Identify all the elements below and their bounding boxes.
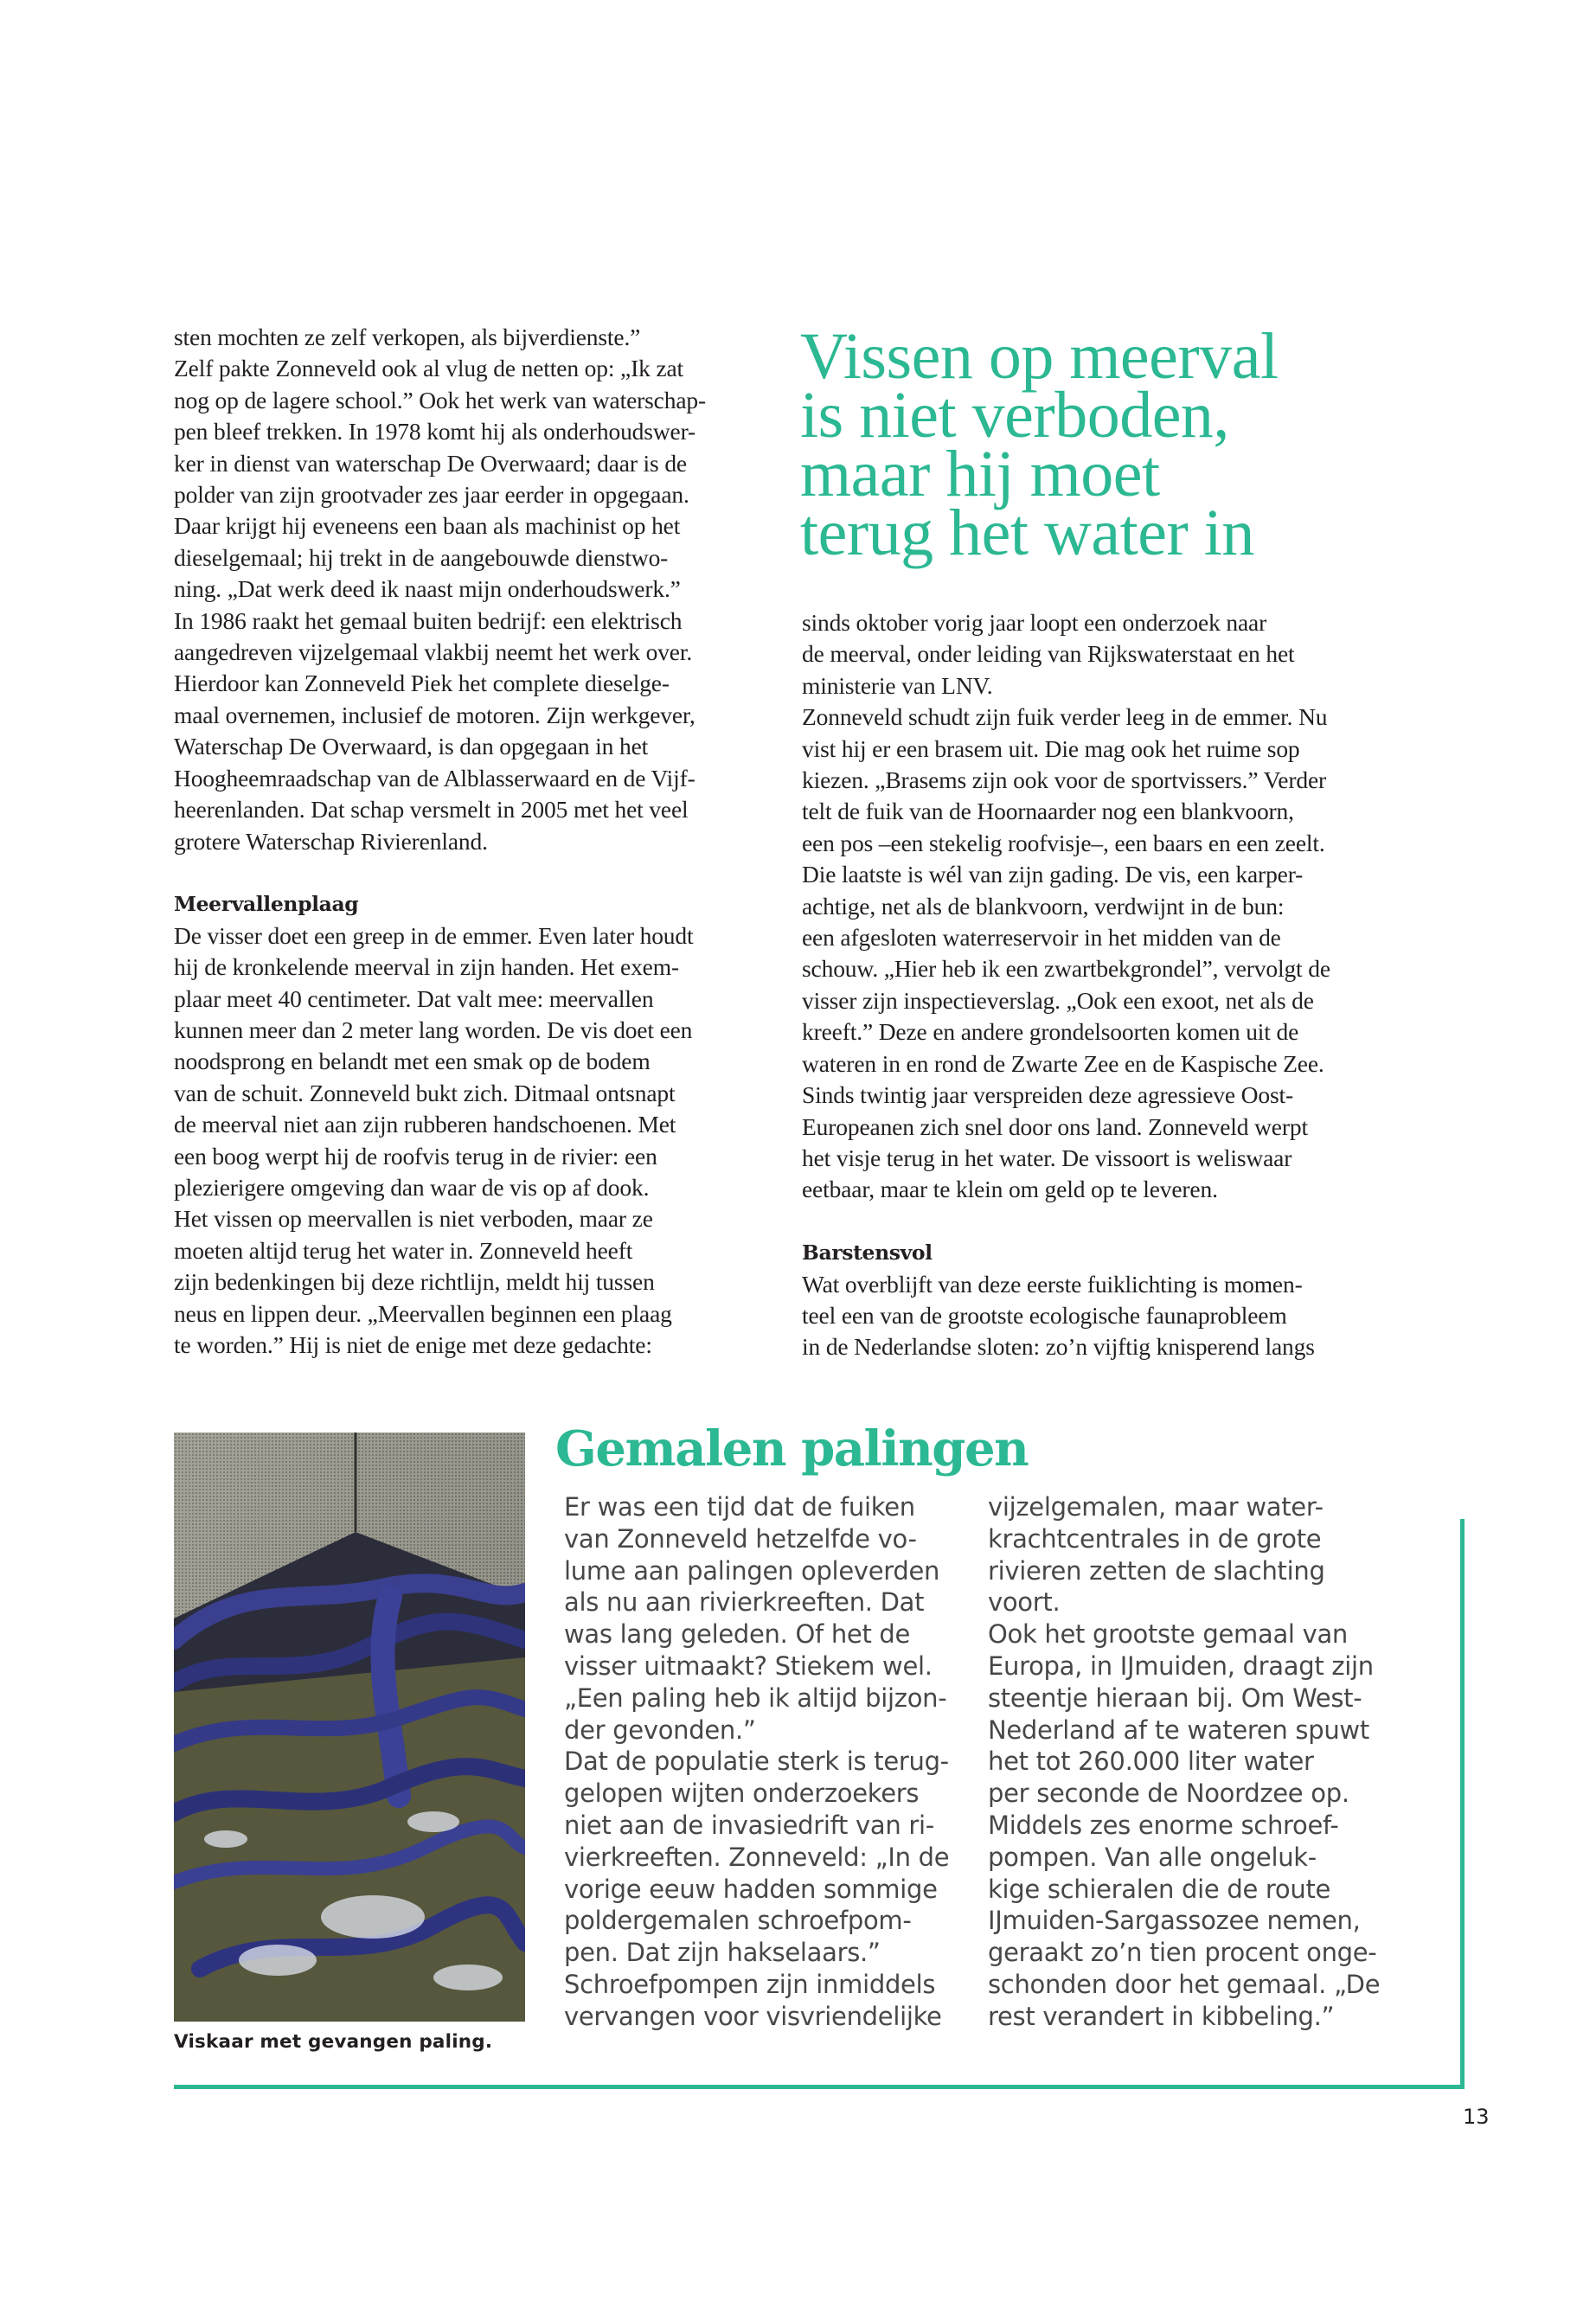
photo-caption: Viskaar met gevangen paling. [174,2031,493,2053]
sidebar-box-border-right [1460,1519,1465,2089]
subheading-barstensvol: Barstensvol [802,1240,933,1266]
spacer [802,1206,1390,1237]
article-column-left [174,322,727,1361]
paragraph: sten mochten ze zelf verkopen, als bijverdienste.” Zelf pakte Zonneveld ook al vlug de netten op: „Ik zat nog op de lagere school.” Ook het werk van waterschap- pen bleef trekken. In 1978 komt hij als onderhoudswer- ker in dienst van waterschap De Overwaard; daar is de polder van zijn grootvader zes jaar eerder in opgegaan. Daar krijgt hij eveneens een baan als machinist op het dieselgemaal; hij trekt in de aangebouwde dienstwo- ning. „Dat werk deed ik naast mijn onderhoudswerk.” In 1986 raakt het gemaal buiten bedrijf: een elektrisch aangedreven vijzelgemaal vlakbij neemt het werk over. Hierdoor kan Zonneveld Piek het complete dieselge- maal overnemen, inclusief de motoren. Zijn werkgever, Waterschap De Overwaard, is dan opgegaan in het Hoogheemraadschap van de Alblasserwaard en de Vijf- heerenlanden. Dat schap versmelt in 2005 met het veel grotere Waterschap Rivierenland. [174,324,707,855]
spacer [174,857,727,888]
paragraph: sinds oktober vorig jaar loopt een onderzoek naar de meerval, onder leiding van Rijkswaterstaat en het ministerie van LNV. Zonneveld schudt zijn fuik verder leeg in de emmer. Nu vist hij er een brasem uit. Die mag ook het ruime sop kiezen. „Brasems zijn ook voor de sportvissers.” Verder telt de fuik van de Hoornaarder nog een blankvoorn, een pos –een stekelig roofvisje–, een baars en een zeelt. Die laatste is wél van zijn gading. De vis, een karper- achtige, net als de blankvoorn, verdwijnt in de bun: een afgesloten waterreservoir in het midden van de schouw. „Hier heb ik een zwartbekgrondel”, vervolgt de visser zijn inspectieverslag. „Ook een exoot, net als de kreeft.” Deze en andere grondelsoorten komen uit de wateren in en rond de Zwarte Zee en de Kaspische Zee. Sinds twintig jaar verspreiden deze agressieve Oost- Europeanen zich snel door ons land. Zonneveld werpt het visje terug in het water. De vissoort is weliswaar eetbaar, maar te klein om geld op te leveren. [802,609,1330,1203]
pull-quote: Vissen op meerval is niet verboden, maar hij moet terug het water in [800,320,1279,569]
paragraph: De visser doet een greep in de emmer. Even later houdt hij de kronkelende meerval in zijn handen. Het exem- plaar meet 40 centimeter. Dat valt mee: meervallen kunnen meer dan 2 meter lang worden. De vis doet een noodsprong en belandt met een smak op de bodem van de schuit. Zonneveld bukt zich. Ditmaal ontsnapt de meerval niet aan zijn rubberen handschoenen. Met een boog werpt hij de roofvis terug in de rivier: een plezierigere omgeving dan waar de vis op af dook. Het vissen op meervallen is niet verboden, maar ze moeten altijd terug het water in. Zonneveld heeft zijn bedenkingen bij deze richtlijn, meldt hij tussen neus en lippen deur. „Meervallen beginnen een plaag te worden.” Hij is niet de enige met deze gedachte: [174,921,694,1358]
page-number: 13 [1463,2105,1490,2129]
sidebar-box-border-bottom [174,2085,1465,2089]
sidebar-box-column-1: Er was een tijd dat de fuiken van Zonneveld hetzelfde vo- lume aan palingen opleverden als nu aan rivierkreeften. Dat was lang geleden. Of het de visser uitmaakt? Stiekem wel. „Een paling heb ik altijd bijzon- der gevonden.” Dat de populatie sterk is terug- gelopen wijten onderzoekers niet aan de invasiedrift van ri- vierkreeften. Zonneveld: „In de vorige eeuw hadden sommige poldergemalen schroefpom- pen. Dat zijn hakselaars.” Schroefpompen zijn inmiddels vervangen voor visvriendelijke [564,1492,950,2031]
article-column-right [802,607,1390,1363]
eel-photo [174,1433,525,2022]
subheading-meervallenplaag: Meervallenplaag [174,892,359,917]
sidebar-box-column-2: vijzelgemalen, maar water- krachtcentrales in de grote rivieren zetten de slachting voort. Ook het grootste gemaal van Europa, in IJmuiden, draagt zijn steentje hieraan bij. Om West- Nederland af te wateren spuwt het tot 260.000 liter water per seconde de Noordzee op. Middels zes enorme schroef- pompen. Van alle ongeluk- kige schieralen die de route IJmuiden-Sargassozee nemen, geraakt zo’n tien procent onge- schonden door het gemaal. „De rest verandert in kibbeling.” [988,1492,1381,2031]
paragraph: Wat overblijft van deze eerste fuiklichting is momen- teel een van de grootste ecologische faunaprobleem in de Nederlandse sloten: zo’n vijftig knisperend langs [802,1270,1315,1361]
sidebar-box-title: Gemalen palingen [555,1420,1029,1477]
